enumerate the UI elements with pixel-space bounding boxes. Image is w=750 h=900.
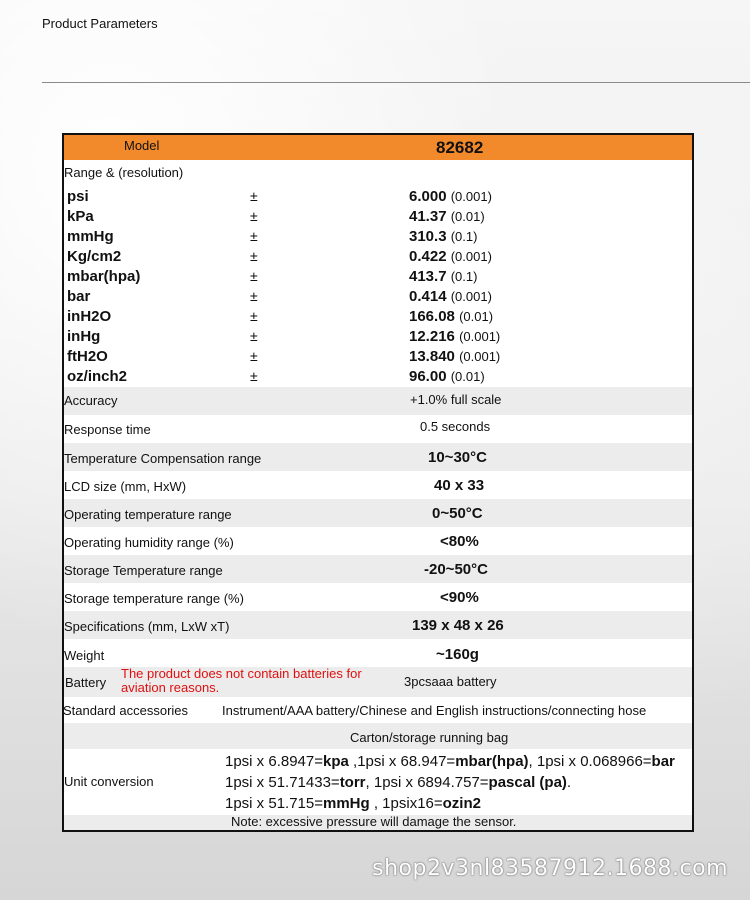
spec-value: Carton/storage running bag <box>350 730 509 745</box>
plus-minus: ± <box>250 268 258 284</box>
spec-value: 0.5 seconds <box>420 419 491 434</box>
range-unit: inHg <box>67 328 101 345</box>
range-value: 0.422 (0.001) <box>409 248 492 265</box>
range-row <box>64 268 692 288</box>
range-unit: inH2O <box>67 308 112 325</box>
spec-label: LCD size (mm, HxW) <box>64 479 187 494</box>
range-row <box>64 228 692 248</box>
spec-row <box>64 499 692 527</box>
conversion-line: 1psi x 6.8947=kpa ,1psi x 68.947=mbar(hpa), 1psi x 0.068966=bar <box>225 753 675 770</box>
spec-row <box>64 443 692 471</box>
plus-minus: ± <box>250 248 258 264</box>
range-heading: Range & (resolution) <box>64 165 184 180</box>
spec-value: 139 x 48 x 26 <box>412 617 504 634</box>
battery-warning: The product does not contain batteries for <box>121 666 362 681</box>
conversion-line: 1psi x 51.715=mmHg , 1psix16=ozin2 <box>225 795 481 812</box>
spec-value: +1.0% full scale <box>410 392 502 407</box>
unit-conversion-row <box>64 749 692 815</box>
range-value: 6.000 (0.001) <box>409 188 492 205</box>
spec-label: Unit conversion <box>64 774 154 789</box>
spec-row <box>64 611 692 639</box>
spec-value: 40 x 33 <box>434 477 485 494</box>
spec-value: 0~50°C <box>432 505 483 522</box>
spec-row <box>64 387 692 415</box>
spec-value: 3pcsaaa battery <box>404 674 497 689</box>
plus-minus: ± <box>250 328 258 344</box>
range-row <box>64 308 692 328</box>
spec-label: Operating humidity range (%) <box>64 535 234 550</box>
spec-label: Storage Temperature range <box>64 563 223 578</box>
range-unit: Kg/cm2 <box>67 248 122 265</box>
plus-minus: ± <box>250 368 258 384</box>
conversion-line: 1psi x 51.71433=torr, 1psi x 6894.757=pascal (pa). <box>225 774 572 791</box>
range-row <box>64 208 692 228</box>
parameter-table <box>62 133 694 832</box>
spec-label: Storage temperature range (%) <box>64 591 244 606</box>
spec-label: Weight <box>64 648 105 663</box>
footer-note-row <box>64 815 692 830</box>
spec-value: <80% <box>440 533 479 550</box>
plus-minus: ± <box>250 348 258 364</box>
range-unit: kPa <box>67 208 94 225</box>
divider <box>42 82 750 83</box>
range-row <box>64 328 692 348</box>
spec-label: Standard accessories <box>63 703 189 718</box>
range-row <box>64 288 692 308</box>
range-unit: mbar(hpa) <box>67 268 141 285</box>
footer-note: Note: excessive pressure will damage the sensor. <box>231 814 517 829</box>
range-row <box>64 368 692 388</box>
spec-row <box>64 471 692 499</box>
spec-value: <90% <box>440 589 479 606</box>
spec-row <box>64 527 692 555</box>
spec-label: Temperature Compensation range <box>64 451 262 466</box>
model-row <box>64 135 692 160</box>
spec-row <box>64 415 692 443</box>
spec-row <box>64 555 692 583</box>
spec-label: Battery <box>65 675 107 690</box>
spec-value: Instrument/AAA battery/Chinese and English instructions/connecting hose <box>222 703 647 718</box>
accessories-row <box>64 697 692 723</box>
range-unit: mmHg <box>67 228 114 245</box>
range-value: 413.7 (0.1) <box>409 268 478 285</box>
spec-label: Operating temperature range <box>64 507 232 522</box>
spec-value: 10~30°C <box>428 449 487 466</box>
plus-minus: ± <box>250 208 258 224</box>
range-value: 310.3 (0.1) <box>409 228 478 245</box>
battery-row <box>64 667 692 697</box>
range-row <box>64 348 692 368</box>
plus-minus: ± <box>250 228 258 244</box>
range-unit: psi <box>67 188 89 205</box>
spec-value: ~160g <box>436 646 479 663</box>
battery-warning: aviation reasons. <box>121 680 220 695</box>
spec-row <box>64 583 692 611</box>
spec-label: Accuracy <box>64 393 118 408</box>
range-row <box>64 188 692 208</box>
page-title: Product Parameters <box>42 16 158 31</box>
accessories-row-2 <box>64 723 692 749</box>
range-unit: ftH2O <box>67 348 108 365</box>
watermark: shop2v3nl83587912.1688.com <box>372 856 728 881</box>
spec-value: -20~50°C <box>424 561 488 578</box>
range-value: 0.414 (0.001) <box>409 288 492 305</box>
range-unit: oz/inch2 <box>67 368 128 385</box>
range-value: 12.216 (0.001) <box>409 328 501 345</box>
range-value: 41.37 (0.01) <box>409 208 485 225</box>
spec-label: Specifications (mm, LxW xT) <box>64 619 230 634</box>
plus-minus: ± <box>250 308 258 324</box>
plus-minus: ± <box>250 188 258 204</box>
range-value: 13.840 (0.001) <box>409 348 501 365</box>
range-value: 96.00 (0.01) <box>409 368 485 385</box>
model-value: 82682 <box>436 138 484 157</box>
plus-minus: ± <box>250 288 258 304</box>
range-row <box>64 248 692 268</box>
spec-row <box>64 639 692 667</box>
model-label: Model <box>124 138 160 153</box>
range-value: 166.08 (0.01) <box>409 308 494 325</box>
range-unit: bar <box>67 288 91 305</box>
spec-label: Response time <box>64 422 151 437</box>
